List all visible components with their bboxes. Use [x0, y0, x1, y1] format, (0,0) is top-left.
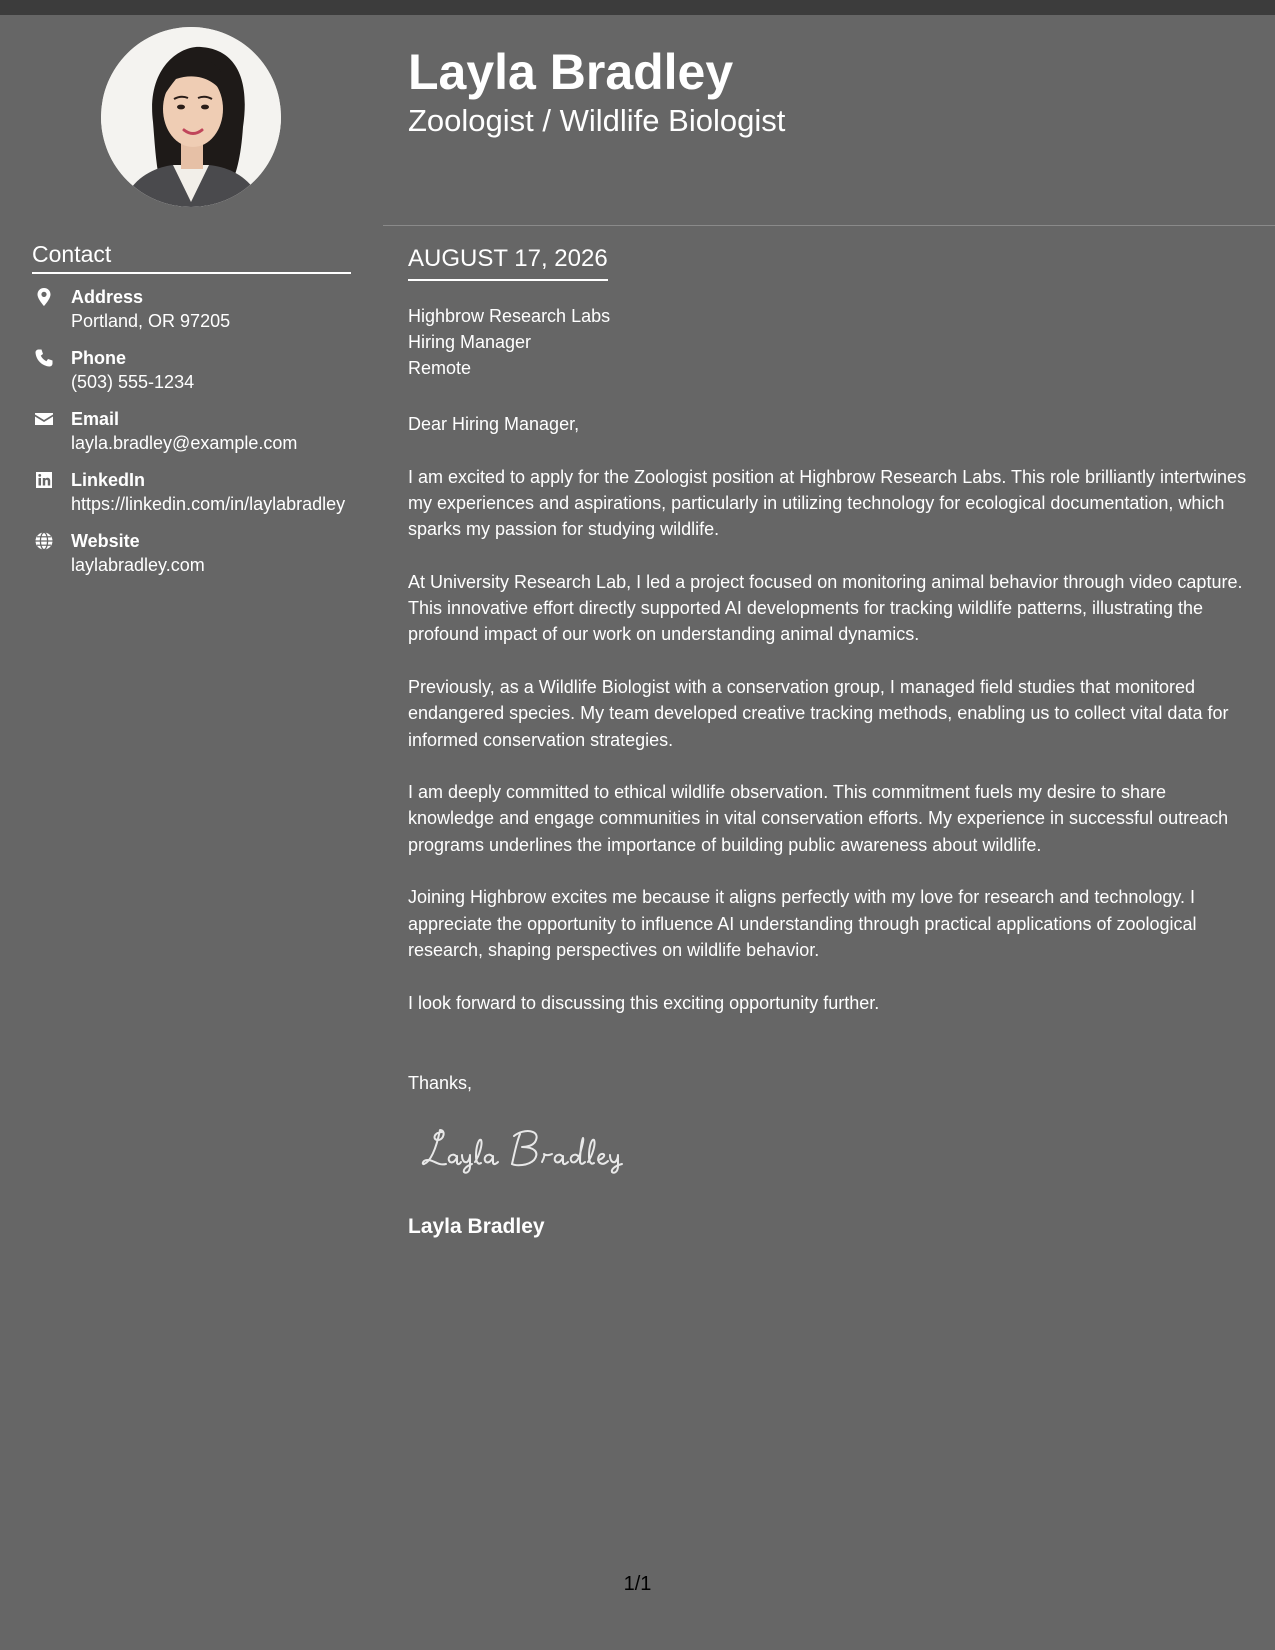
contact-label: Address [71, 287, 144, 307]
contact-value: Portland, OR 97205 [71, 311, 231, 331]
envelope-icon [34, 409, 54, 429]
profile-photo [101, 27, 281, 207]
contact-item-website [32, 529, 352, 577]
contact-heading: Contact [32, 239, 351, 274]
recipient-company: Highbrow Research Labs [408, 306, 611, 326]
contact-list [32, 285, 352, 590]
recipient-block [408, 303, 610, 381]
letter-paragraph: I am deeply committed to ethical wildlife observation. This commitment fuels my desire to share knowledge and engage communities in vital conservation efforts. My experience in successful outreach programs underlines the importance of building public awareness about wildlife. [408, 782, 1229, 855]
contact-value: layla.bradley@example.com [71, 433, 298, 453]
recipient-name: Hiring Manager [408, 332, 532, 352]
letter-paragraph: At University Research Lab, I led a project focused on monitoring animal behavior through video capture. This innovative effort directly supported AI developments for tracking wildlife patterns, illustrating the profound impact of our work on understanding animal dynamics. [408, 571, 1243, 645]
candidate-name: Layla Bradley [408, 44, 734, 100]
contact-item-linkedin [32, 468, 352, 516]
candidate-title: Zoologist / Wildlife Biologist [408, 103, 786, 138]
header-divider [383, 225, 1275, 226]
contact-item-email [32, 407, 352, 455]
contact-value: https://linkedin.com/in/laylabradley [71, 494, 346, 514]
closing: Thanks, [408, 1073, 473, 1093]
contact-label: LinkedIn [71, 470, 146, 490]
contact-label: Phone [71, 348, 127, 368]
map-pin-icon [34, 287, 54, 307]
letter-date: AUGUST 17, 2026 [408, 243, 608, 281]
contact-label: Website [71, 531, 140, 551]
contact-label: Email [71, 409, 120, 429]
letter-paragraph: Joining Highbrow excites me because it aligns perfectly with my love for research and technology. I appreciate the opportunity to influence AI understanding through practical applications of zoological research, shaping perspectives on wildlife behavior. [408, 887, 1197, 960]
signed-name: Layla Bradley [408, 1215, 545, 1238]
handwritten-signature [420, 1120, 660, 1180]
contact-value: (503) 555-1234 [71, 372, 195, 392]
contact-value: laylabradley.com [71, 555, 205, 575]
linkedin-icon [34, 470, 54, 490]
page-number: 1/1 [623, 1573, 652, 1595]
recipient-location: Remote [408, 358, 472, 378]
letter-paragraph: I look forward to discussing this exciting opportunity further. [408, 992, 880, 1013]
contact-item-address [32, 285, 352, 333]
letter-body [408, 411, 1248, 1042]
top-bar [0, 0, 1275, 15]
letter-paragraph: I am excited to apply for the Zoologist position at Highbrow Research Labs. This role brilliantly intertwines my experiences and aspirations, particularly in utilizing technology for ecological documentation, which sparks my passion for studying wildlife. [408, 466, 1247, 540]
salutation: Dear Hiring Manager, [408, 414, 580, 434]
globe-icon [34, 531, 54, 551]
phone-icon [34, 348, 54, 368]
contact-item-phone [32, 346, 352, 394]
letter-paragraph: Previously, as a Wildlife Biologist with a conservation group, I managed field studies that monitored endangered species. My team developed creative tracking methods, enabling us to collect vital data for informed conservation strategies. [408, 676, 1229, 750]
